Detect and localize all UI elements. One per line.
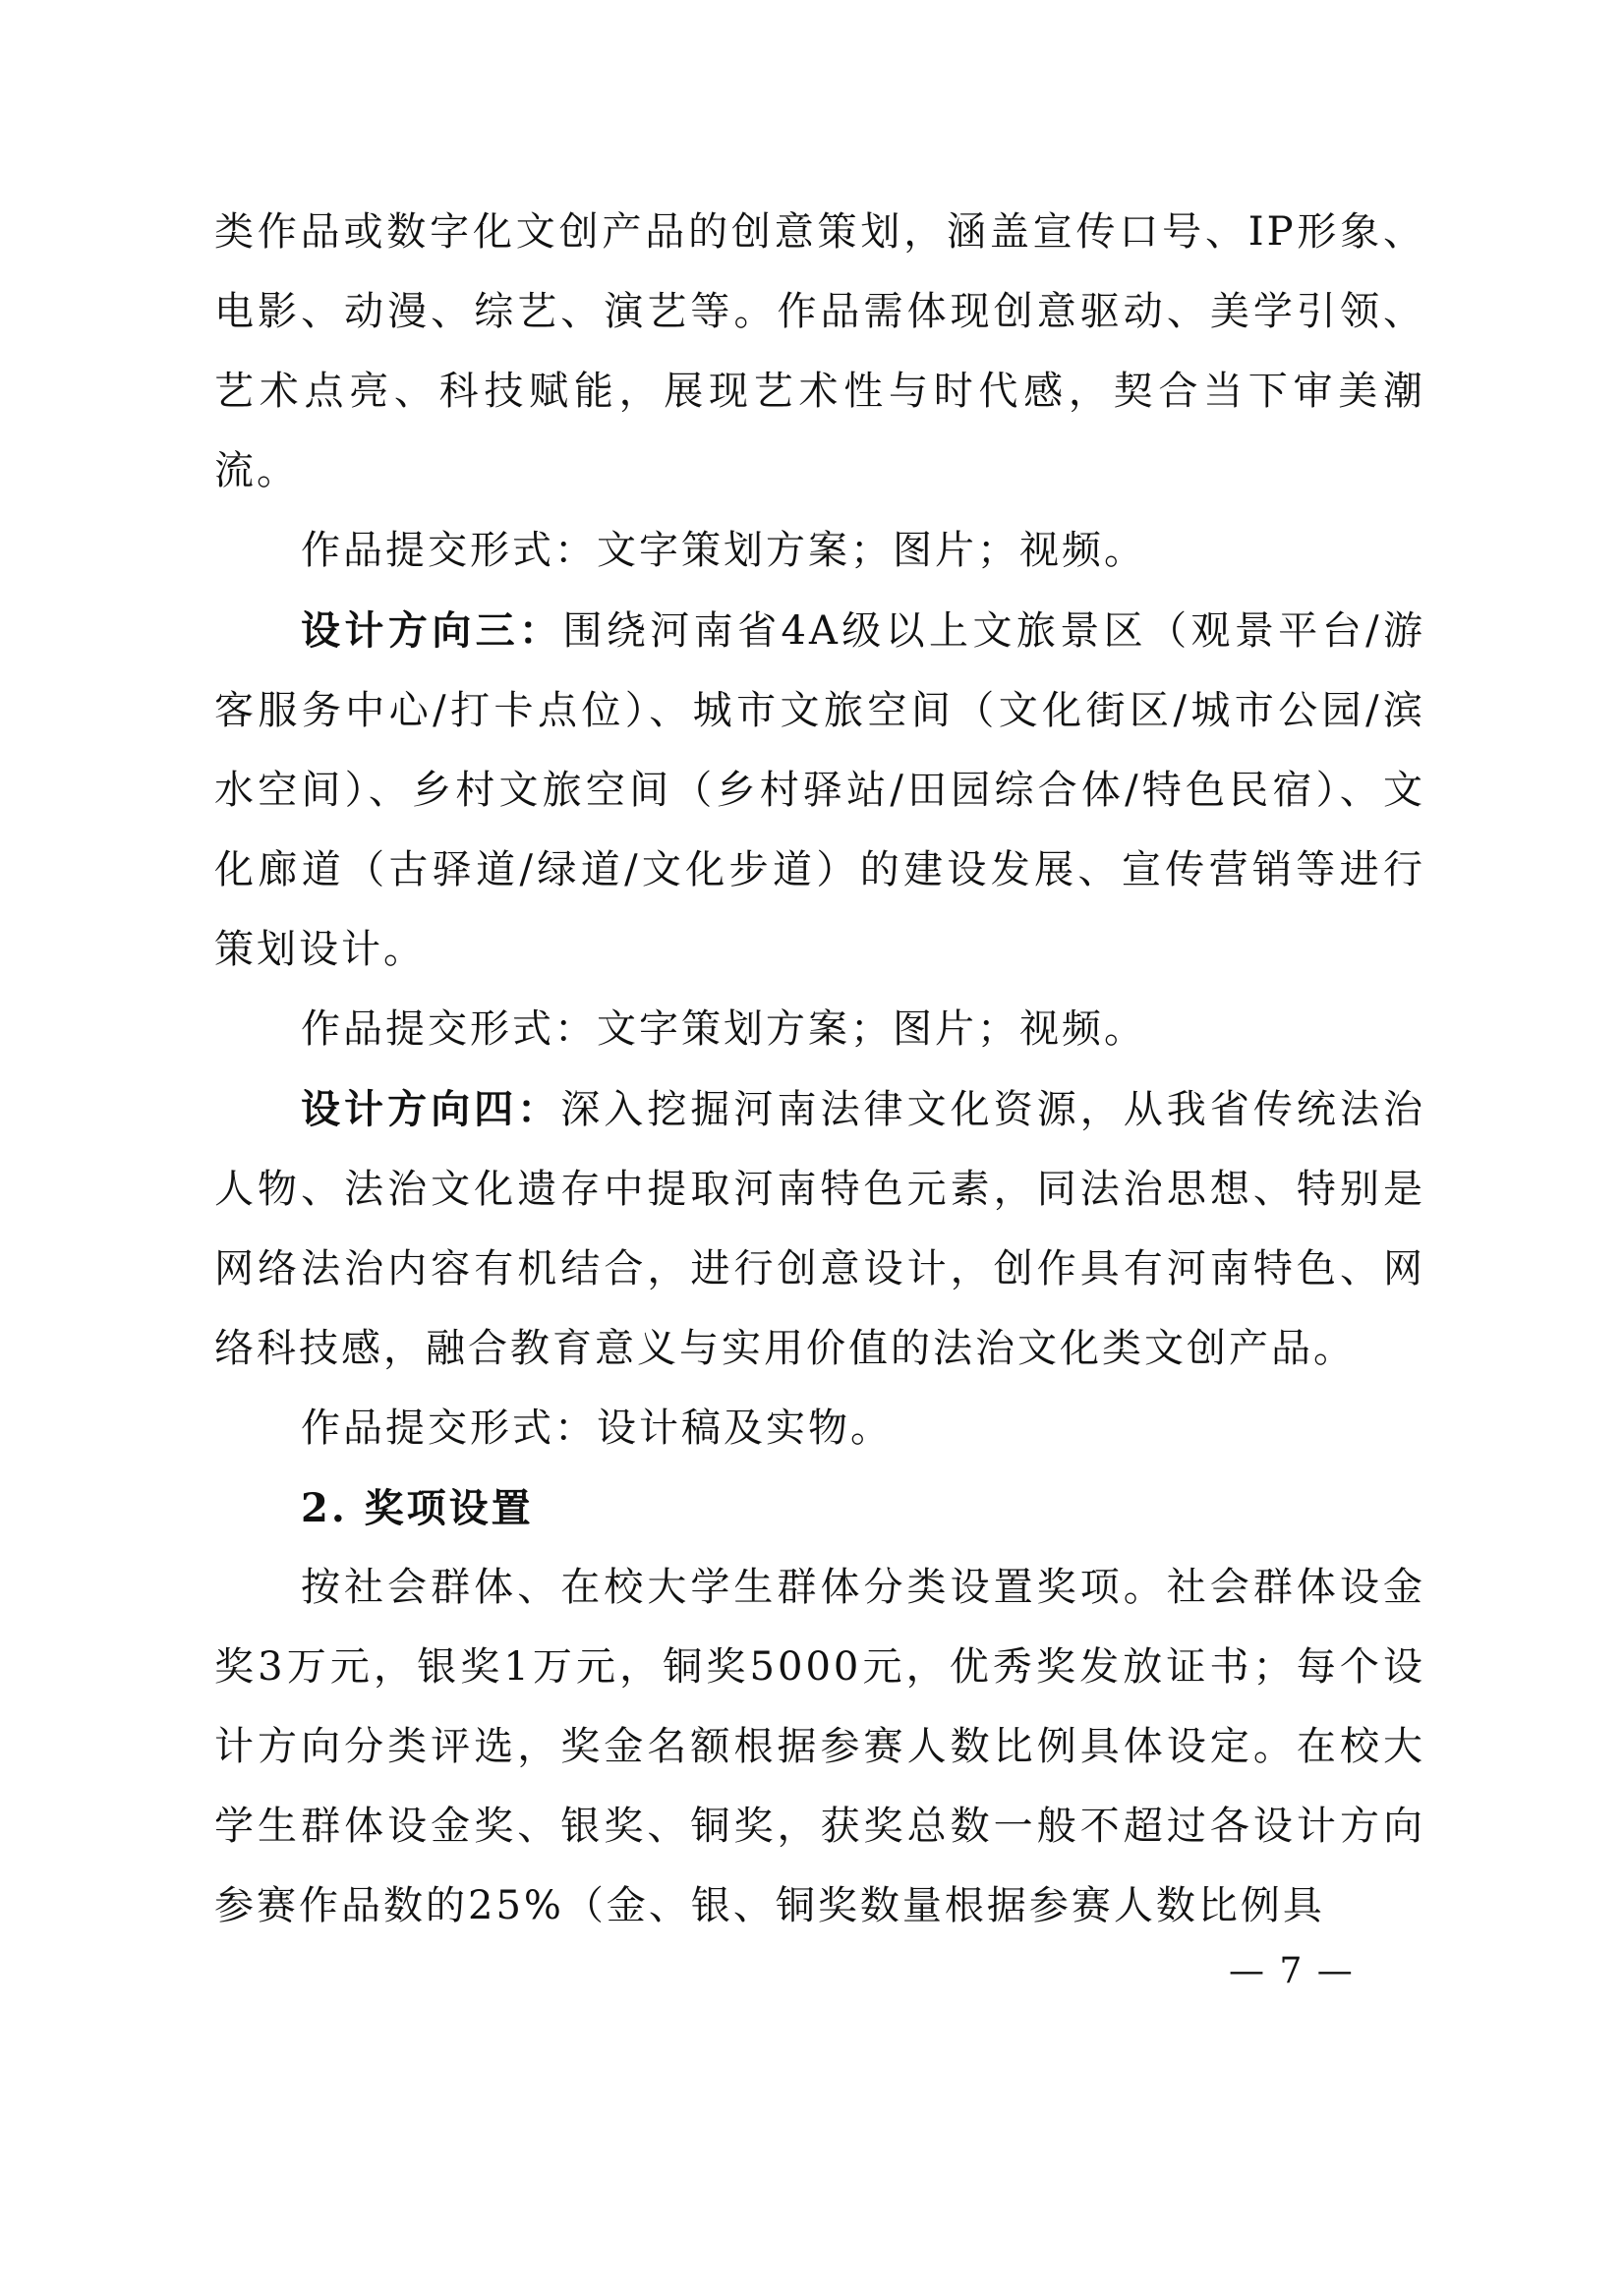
paragraph-text: 作品提交形式：设计稿及实物。 [301, 1406, 893, 1451]
paragraph-submission-format [214, 1389, 1425, 1468]
paragraph-text: 作品提交形式：文字策划方案；图片；视频。 [301, 1006, 1146, 1052]
page-number: — 7 — [1229, 1951, 1355, 1991]
design-direction-label: 设计方向三： [301, 607, 563, 654]
paragraph-submission-format [214, 511, 1425, 591]
document-body [214, 193, 1425, 1946]
paragraph-design-direction-three [214, 591, 1425, 990]
paragraph-text: 类作品或数字化文创产品的创意策划，涵盖宣传口号、IP形象、电影、动漫、综艺、演艺等。作品需体现创意驱动、美学引领、艺术点亮、科技赋能，展现艺术性与时代感，契合当下审美潮流。 [214, 209, 1425, 493]
paragraph-text: 深入挖掘河南法律文化资源，从我省传统法治人物、法治文化遗存中提取河南特色元素，同法治思想、特别是网络法治内容有机结合，进行创意设计，创作具有河南特色、网络科技感，融合教育意义与实用价值的法治文化类文创产品。 [214, 1087, 1426, 1371]
paragraph-design-direction-four [214, 1069, 1425, 1389]
paragraph-text: 按社会群体、在校大学生群体分类设置奖项。社会群体设金奖3万元，银奖1万元，铜奖5000元，优秀奖发放证书；每个设计方向分类评选，奖金名额根据参赛人数比例具体设定。在校大学生群体设金奖、银奖、铜奖，获奖总数一般不超过各设计方向参赛作品数的25%（金、银、铜奖数量根据参赛人数比例具 [214, 1565, 1425, 1928]
design-direction-label: 设计方向四： [301, 1086, 561, 1132]
paragraph-awards [214, 1548, 1425, 1946]
paragraph-text: 围绕河南省4A级以上文旅景区（观景平台/游客服务中心/打卡点位）、城市文旅空间（文化街区/城市公园/滨水空间）、乡村文旅空间（乡村驿站/田园综合体/特色民宿）、文化廊道（古驿道/绿道/文化步道）的建设发展、宣传营销等进行策划设计。 [214, 608, 1426, 972]
paragraph-submission-format [214, 990, 1425, 1069]
paragraph-text: 作品提交形式：文字策划方案；图片；视频。 [301, 528, 1146, 573]
section-heading-awards: 2. 奖项设置 [301, 1485, 534, 1531]
paragraph-creative-planning [214, 193, 1425, 511]
